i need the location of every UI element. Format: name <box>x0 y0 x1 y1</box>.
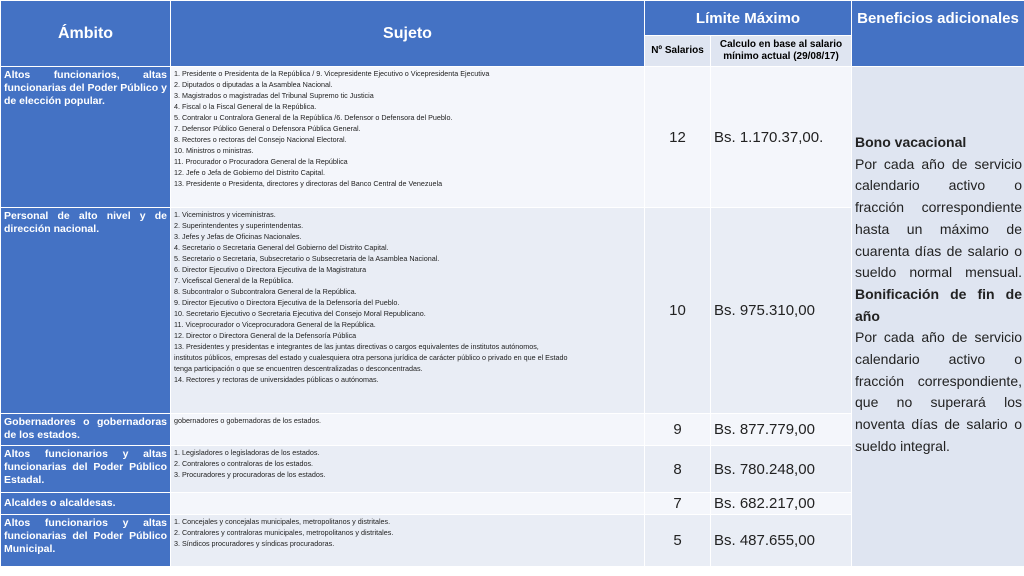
sujeto-item: 10. Secretario Ejecutivo o Secretaria Ejecutiva del Consejo Moral Republicano. <box>174 309 426 318</box>
monto-cell: Bs. 1.170.37,00. <box>711 67 852 208</box>
ambito-cell: Altos funcionarios, altas funcionarias del Poder Público y de elección popular. <box>1 67 171 208</box>
sujeto-item: 9. Director Ejecutivo o Directora Ejecutiva de la Defensoría del Pueblo. <box>174 298 400 307</box>
bono-vacacional-title: Bono vacacional <box>855 134 967 150</box>
sujeto-item: 11. Viceprocurador o Viceprocuradora General de la República. <box>174 320 376 329</box>
salarios-cell: 9 <box>645 414 711 446</box>
sujeto-cell <box>171 414 645 446</box>
sujeto-item: 13. Presidente o Presidenta, directores y directoras del Banco Central de Venezuela <box>174 179 443 188</box>
sujeto-item: 3. Magistrados o magistradas del Tribunal Supremo tic Justicia <box>174 91 374 100</box>
sujeto-cell <box>171 208 645 414</box>
sujeto-item: 6. Director Ejecutivo o Directora Ejecutiva de la Magistratura <box>174 265 367 274</box>
sujeto-item: 4. Secretario o Secretaria General del Gobierno del Distrito Capital. <box>174 243 389 252</box>
sujeto-item: 3. Síndicos procuradores y síndicas procuradoras. <box>174 539 335 548</box>
bonificacion-text: Por cada año de servicio calendario activo o fracción correspondiente, que no superará los noventa días de salario o sueldo integral. <box>855 329 1022 454</box>
ambito-cell: Personal de alto nivel y de dirección nacional. <box>1 208 171 414</box>
sujeto-item: 2. Superintendentes y superintendentas. <box>174 221 304 230</box>
sujeto-item: 1. Legisladores o legisladoras de los estados. <box>174 448 320 457</box>
sujeto-cell <box>171 446 645 493</box>
sujeto-item: 14. Rectores y rectoras de universidades públicas o autónomas. <box>174 375 379 384</box>
monto-cell: Bs. 780.248,00 <box>711 446 852 493</box>
sujeto-item: 8. Subcontralor o Subcontralora General de la República. <box>174 287 357 296</box>
monto-cell: Bs. 682.217,00 <box>711 493 852 515</box>
ambito-cell: Alcaldes o alcaldesas. <box>1 493 171 515</box>
sujeto-item: 3. Jefes y Jefas de Oficinas Nacionales. <box>174 232 302 241</box>
sujeto-cell <box>171 515 645 567</box>
bono-vacacional-text: Por cada año de servicio calendario activo o fracción correspondiente hasta un máximo de cuarenta días de salario o sueldo normal mensual. <box>855 155 1022 281</box>
salarios-cell: 8 <box>645 446 711 493</box>
sujeto-item: 4. Fiscal o la Fiscal General de la República. <box>174 102 317 111</box>
header-beneficios: Beneficios adicionales <box>852 1 1024 67</box>
header-limite-maximo: Límite Máximo <box>645 1 852 36</box>
monto-cell: Bs. 487.655,00 <box>711 515 852 567</box>
sujeto-item: 2. Contralores y contraloras municipales, metropolitanos y distritales. <box>174 528 394 537</box>
ambito-cell: Gobernadores o gobernadoras de los estados. <box>1 414 171 446</box>
header-n-salarios: Nº Salarios <box>645 36 711 67</box>
salarios-cell: 5 <box>645 515 711 567</box>
salarios-cell: 10 <box>645 208 711 414</box>
sujeto-item: 12. Jefe o Jefa de Gobierno del Distrito Capital. <box>174 168 326 177</box>
sujeto-cell <box>171 67 645 208</box>
sujeto-item: 7. Vicefiscal General de la República. <box>174 276 294 285</box>
sujeto-item: 7. Defensor Público General o Defensora Pública General. <box>174 124 361 133</box>
sujeto-item: 8. Rectores o rectoras del Consejo Nacional Electoral. <box>174 135 347 144</box>
sujeto-item: 2. Diputados o diputadas a la Asamblea Nacional. <box>174 80 333 89</box>
sujeto-item: 11. Procurador o Procuradora General de la República <box>174 157 348 166</box>
header-ambito: Ámbito <box>1 1 171 67</box>
beneficios-cell <box>852 67 1024 567</box>
sujeto-item: 12. Director o Directora General de la Defensoría Pública <box>174 331 357 340</box>
sujeto-item: gobernadores o gobernadoras de los estados. <box>174 416 322 425</box>
salarios-cell: 7 <box>645 493 711 515</box>
sujeto-item: 2. Contralores o contraloras de los estados. <box>174 459 314 468</box>
salarios-cell: 12 <box>645 67 711 208</box>
sujeto-item: 10. Ministros o ministras. <box>174 146 254 155</box>
monto-cell: Bs. 877.779,00 <box>711 414 852 446</box>
bonificacion-title: Bonificación de fin de año <box>855 285 1022 324</box>
header-calculo: Calculo en base al salario mínimo actual (29/08/17) <box>711 36 852 67</box>
ambito-cell: Altos funcionarios y altas funcionarias del Poder Público Estadal. <box>1 446 171 493</box>
sujeto-item: 5. Contralor u Contralora General de la República /6. Defensor o Defensora del Pueblo. <box>174 113 453 122</box>
header-sujeto: Sujeto <box>171 1 645 67</box>
sujeto-item: 3. Procuradores y procuradoras de los estados. <box>174 470 326 479</box>
sujeto-item: 1. Presidente o Presidenta de la República / 9. Vicepresidente Ejecutivo o Vicepresidenta Ejecutiva <box>174 69 490 78</box>
sujeto-item: 5. Secretario o Secretaria, Subsecretario o Subsecretaria de la Asamblea Nacional. <box>174 254 440 263</box>
monto-cell: Bs. 975.310,00 <box>711 208 852 414</box>
table-row <box>1 67 1024 208</box>
sujeto-item: 13. Presidentes y presidentas e integrantes de las juntas directivas o cargos equivalentes de institutos autónomos, institutos públicos, empresas del estado y cualesquiera otra persona jurídica de carácter público o privado en que el Estado tenga participación o que se encuentren descentralizadas o desconcentradas. <box>174 342 568 373</box>
sujeto-item: 1. Viceministros y viceministras. <box>174 210 276 219</box>
sujeto-item: 1. Concejales y concejalas municipales, metropolitanos y distritales. <box>174 517 391 526</box>
sujeto-cell <box>171 493 645 515</box>
ambito-cell: Altos funcionarios y altas funcionarias del Poder Público Municipal. <box>1 515 171 567</box>
